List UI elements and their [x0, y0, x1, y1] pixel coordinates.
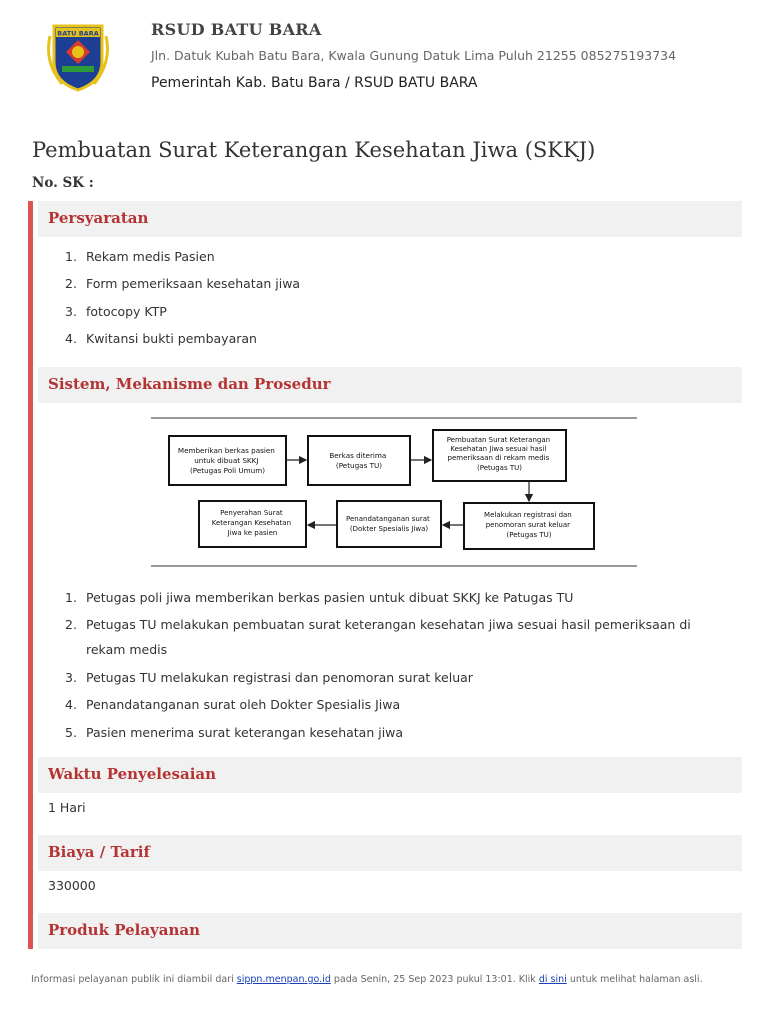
page-header [0, 0, 768, 110]
svg-text:Penandatanganan surat (D: Penandatanganan surat (Dokter Spesialis Jiwa) [346, 515, 430, 533]
svg-text:Melakukan registrasi dan: Melakukan registrasi dan penomoran surat keluar (Petugas TU) [484, 511, 572, 539]
list-item: 2. Petugas TU melakukan pembuatan surat keterangan kesehatan jiwa sesuai hasil pemeriksaan di rekam medis [65, 617, 691, 658]
section-heading-procedure: Sistem, Mekanisme dan Prosedur [38, 367, 742, 403]
section-heading-time: Waktu Penyelesaian [38, 757, 742, 793]
section-heading-requirements: Persyaratan [38, 201, 742, 237]
svg-text:Memberikan berkas pasien: Memberikan berkas pasien untuk dibuat SKKJ (Petugas Poli Umum) [177, 446, 275, 475]
service-content [28, 201, 742, 949]
svg-text:BATU BARA: BATU BARA [57, 29, 99, 38]
list-item: 1. Petugas poli jiwa memberikan berkas pasien untuk dibuat SKKJ ke Patugas TU [65, 590, 574, 605]
requirements-list [33, 244, 733, 354]
svg-text:Pembuatan Surat Keterangan: Pembuatan Surat Keterangan Kesehatan Jiwa sesuai hasil pemeriksaan di rekam medis (Petugas TU) [446, 436, 551, 472]
procedure-list [33, 585, 733, 747]
procedure-flowchart [151, 415, 639, 569]
org-name: RSUD BATU BARA [151, 20, 322, 39]
flow-box-5 [337, 501, 441, 547]
list-item: 1. Rekam medis Pasien [65, 249, 215, 264]
page-footer: Informasi pelayanan publik ini diambil dari sippn.menpan.go.id pada Senin, 25 Sep 2023 pukul 13:01. Klik di sini untuk melihat halaman asli. [31, 974, 703, 985]
sk-number-label: No. SK : [32, 175, 94, 191]
source-link[interactable]: sippn.menpan.go.id [236, 974, 331, 985]
list-item: 5. Pasien menerima surat keterangan kesehatan jiwa [65, 724, 404, 740]
list-item: 2. Form pemeriksaan kesehatan jiwa [65, 276, 301, 292]
list-item: 3. Petugas TU melakukan registrasi dan penomoran surat keluar [65, 669, 473, 685]
list-item: 3. fotocopy KTP [65, 303, 167, 319]
batu-bara-logo [32, 22, 124, 92]
list-item: 4. Kwitansi bukti pembayaran [65, 331, 257, 347]
org-parent: Pemerintah Kab. Batu Bara / RSUD BATU BARA [151, 75, 478, 91]
section-heading-cost: Biaya / Tarif [38, 835, 742, 871]
completion-time-value: 1 Hari [48, 800, 86, 815]
svg-text:Berkas diterima (Petugas: Berkas diterima (Petugas TU) [329, 451, 387, 470]
svg-text:Penyerahan Surat Keteran: Penyerahan Surat Keterangan Kesehatan Jiwa ke pasien [211, 509, 292, 537]
org-address: Jln. Datuk Kubah Batu Bara, Kwala Gunung Datuk Lima Puluh 21255 085275193734 [151, 48, 677, 63]
section-heading-product: Produk Pelayanan [38, 913, 742, 949]
original-page-link[interactable]: di sini [538, 974, 567, 985]
cost-value: 330000 [48, 878, 96, 893]
list-item: 4. Penandatanganan surat oleh Dokter Spesialis Jiwa [65, 697, 401, 713]
page-title: Pembuatan Surat Keterangan Kesehatan Jiwa (SKKJ) [32, 138, 596, 162]
